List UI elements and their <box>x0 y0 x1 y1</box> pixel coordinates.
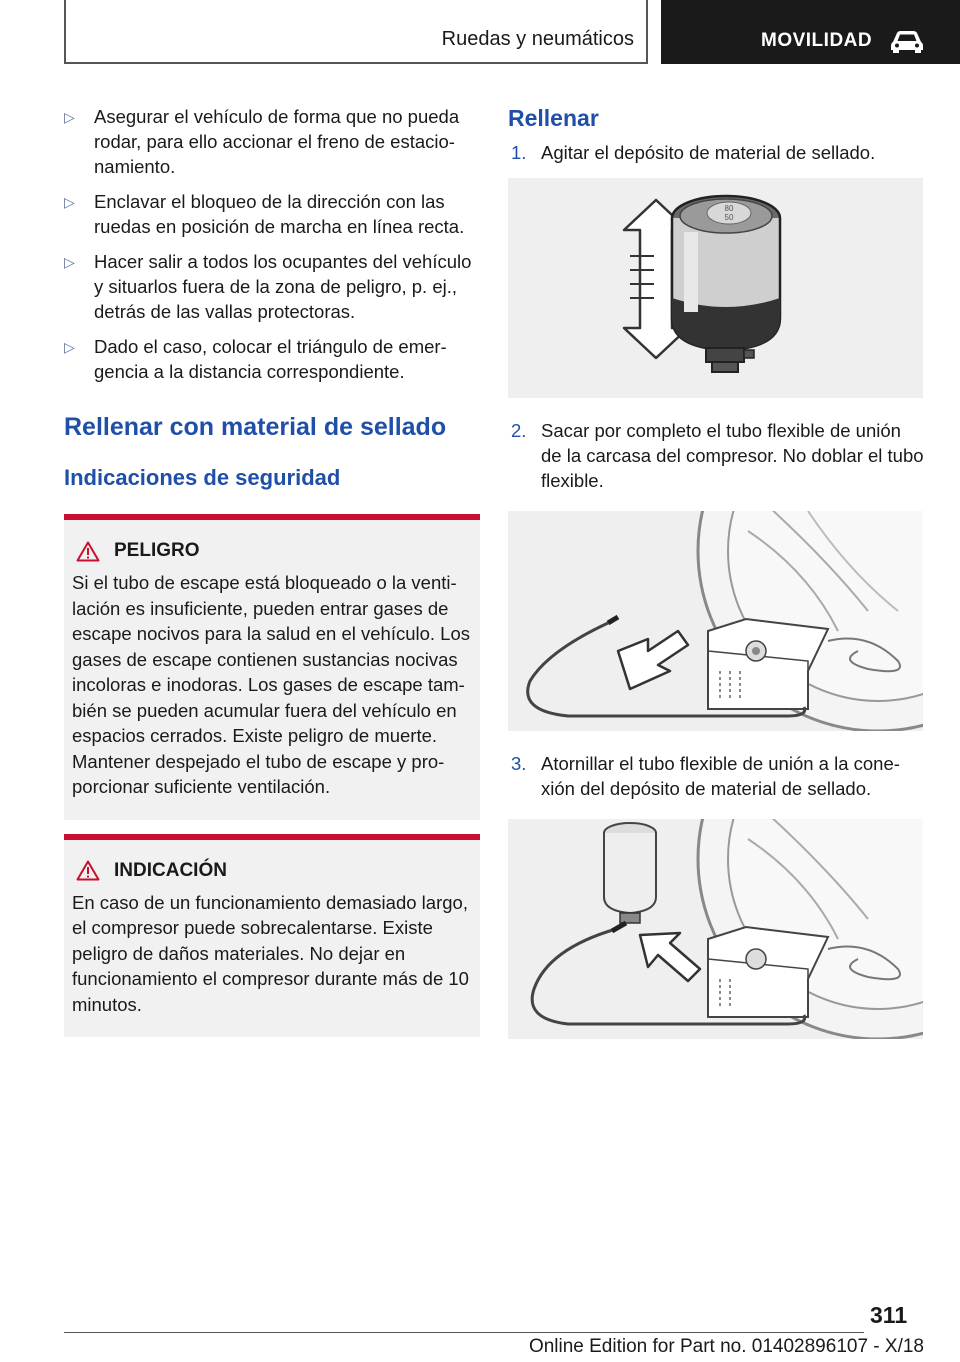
step-item: 2. Sacar por completo el tubo flexible de unión de la carcasa del compresor. No doblar el tubo flexible. <box>511 420 924 491</box>
left-column <box>64 104 480 1037</box>
bottle-label-bottom: 50 <box>724 213 734 222</box>
list-item: ▷ Asegurar el vehículo de forma que no pueda rodar, para ello accionar el freno de estacio-namiento. <box>64 106 460 177</box>
step-item: 3. Atornillar el tubo flexible de unión a la cone-xión del depósito de material de sellado. <box>511 753 900 799</box>
warning-icon <box>76 541 100 562</box>
triangle-bullet-icon: ▷ <box>64 339 75 355</box>
notice-title: INDICACIÓN <box>114 859 227 881</box>
list-item: ▷ Hacer salir a todos los ocupantes del vehículo y situarlos fuera de la zona de peligro, p. ej., detrás de las vallas protectoras. <box>64 251 472 322</box>
notice-box <box>64 834 480 1038</box>
header-chapter-title: MOVILIDAD <box>761 30 873 51</box>
danger-text: Si el tubo de escape está bloqueado o la venti-lación es insuficiente, pueden entrar gases de escape nocivos para la salud en el vehículo. Los gases de escape contienen sustancias nocivas incoloras e inodoras. Los gases de escape tam-bién se pueden acumular fuera del vehículo en espacios cerrados. Existe peligro de muerte. Mantener despejado el tubo de escape y pro-porcionar suficiente ventilación. <box>72 572 471 797</box>
figure-remove-hose <box>508 511 923 731</box>
header-section-box <box>64 0 648 64</box>
step-item: 1. Agitar el depósito de material de sellado. <box>511 142 876 163</box>
section-heading: Rellenar con material de sellado <box>64 413 447 441</box>
subsection-heading: Indicaciones de seguridad <box>64 465 341 490</box>
warning-icon <box>76 860 100 881</box>
header-chapter-box <box>661 0 960 64</box>
triangle-bullet-icon: ▷ <box>64 109 75 125</box>
triangle-bullet-icon: ▷ <box>64 194 75 210</box>
header-section-title: Ruedas y neumáticos <box>441 28 634 50</box>
bottle-label-top: 80 <box>724 204 734 213</box>
page-number: 311 <box>870 1302 908 1328</box>
list-item: ▷ Enclavar el bloqueo de la dirección con las ruedas en posición de marcha en línea recta. <box>64 191 465 237</box>
danger-title: PELIGRO <box>114 540 200 561</box>
right-column <box>508 104 924 1039</box>
list-item: ▷ Dado el caso, colocar el triángulo de emer-gencia a la distancia correspondiente. <box>64 336 447 382</box>
triangle-bullet-icon: ▷ <box>64 254 75 270</box>
notice-text: En caso de un funcionamiento demasiado largo, el compresor puede sobrecalentarse. Existe peligro de daños materiales. No dejar en funcionamiento el compresor durante más de 10 minutos. <box>72 891 469 1015</box>
danger-box <box>64 514 480 820</box>
figure-shake-bottle <box>508 178 923 398</box>
car-icon <box>889 28 925 54</box>
section-heading: Rellenar <box>508 105 599 131</box>
footer-divider <box>64 1332 864 1333</box>
footer-edition: Online Edition for Part no. 01402896107 - X/18 <box>528 1336 924 1357</box>
figure-connect-hose <box>508 819 923 1039</box>
